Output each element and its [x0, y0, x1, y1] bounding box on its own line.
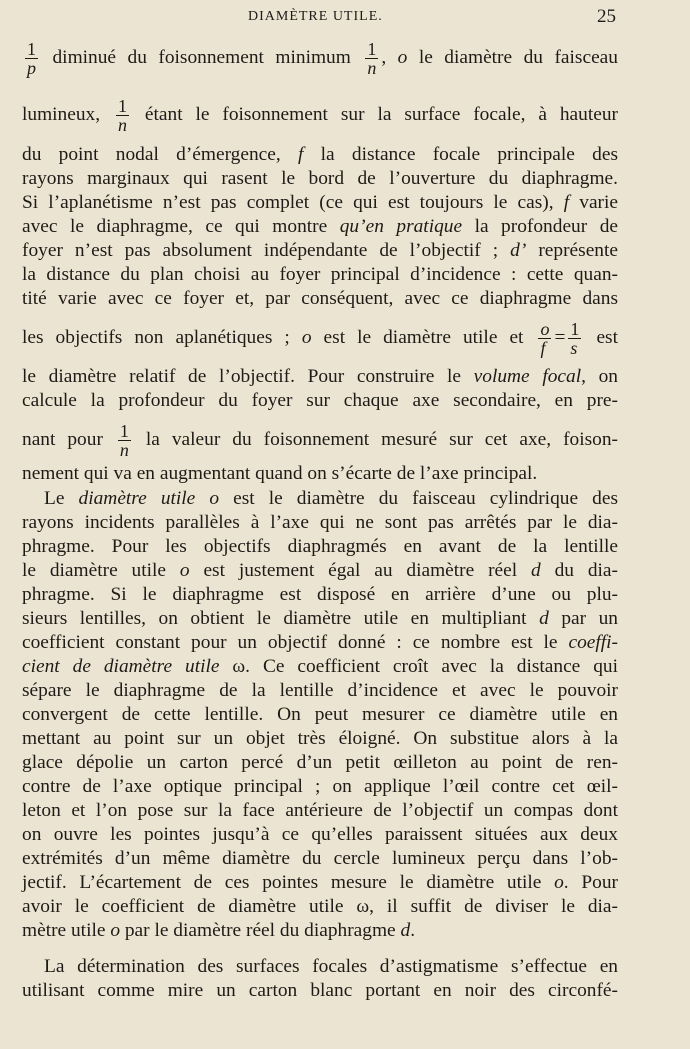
text-line-22: cient de diamètre utile ω. Ce coefficient croît avec la distance qui — [22, 656, 618, 677]
text-line-5: Si l’aplanétisme n’est pas complet (ce qui est toujours le cas), f varie — [22, 192, 618, 213]
text-line-7: foyer n’est pas absolument indépendante de l’objectif ; d’ représente — [22, 240, 618, 261]
text-line-12: calcule la profondeur du foyer sur chaque axe secondaire, en pre- — [22, 390, 618, 411]
text-line-27: contre de l’axe optique principal ; on applique l’œil contre cet œil- — [22, 776, 618, 797]
text-line-13: nant pour $\frac{1}{n}$ la valeur du foisonnement mesuré sur cet axe, foison- — [22, 421, 618, 461]
page-header — [0, 6, 690, 28]
fraction-1-over-n: $\frac{1}{n}$ — [119, 421, 129, 461]
text-line-30: extrémités d’un même diamètre du cercle lumineux perçu dans l’ob- — [22, 848, 618, 869]
text-line-32: avoir le coefficient de diamètre utile ω, il suffit de diviser le dia- — [22, 896, 618, 917]
text-line-21: coefficient constant pour un objectif donné : ce nombre est le coeffi- — [22, 632, 618, 653]
text-line-1: $\frac{1}{p}$ diminué du foisonnement minimum $\frac{1}{n}$ , o le diamètre du faisceau — [27, 39, 618, 79]
text-line-3: du point nodal d’émergence, f la distance focale principale des — [22, 144, 618, 165]
fraction-1-over-n: $\frac{1}{n}$ — [367, 39, 377, 79]
text-line-25: mettant au point sur un objet très éloigné. On substitue alors à la — [22, 728, 618, 749]
fraction-1-over-n: $\frac{1}{n}$ — [118, 96, 127, 136]
text-line-8: la distance du plan choisi au foyer principal d’incidence : cette quan- — [22, 264, 618, 285]
text-line-9: tité varie avec ce foyer et, par conséquent, avec ce diaphragme dans — [22, 288, 618, 309]
text-line-29: on ouvre les pointes jusqu’à ce qu’elles paraissent situées aux deux — [22, 824, 618, 845]
text-line-18: le diamètre utile o est justement égal au diamètre réel d du dia- — [22, 560, 618, 581]
text-line-14: nement qui va en augmentant quand on s’écarte de l’axe principal. — [22, 463, 538, 484]
text-line-34: La détermination des surfaces focales d’astigmatisme s’effectue en — [44, 956, 618, 977]
text-line-28: leton et l’on pose sur la face antérieure de l’objectif un compas dont — [22, 800, 618, 821]
running-title: DIAMÈTRE UTILE. — [248, 9, 383, 24]
equals-sign: = — [554, 327, 566, 348]
page-number: 25 — [597, 6, 616, 27]
fraction-1-over-p: $\frac{1}{p}$ — [27, 39, 36, 79]
text-line-19: phragme. Si le diaphragme est disposé en arrière d’une ou plu- — [22, 584, 618, 605]
text-line-17: phragme. Pour les objectifs diaphragmés en avant de la lentille — [22, 536, 618, 557]
fraction-1-over-s: $\frac{1}{s}$ — [570, 319, 580, 359]
text-line-6: avec le diaphragme, ce qui montre qu’en pratique la profondeur de — [22, 216, 618, 237]
text-line-31: jectif. L’écartement de ces pointes mesure le diamètre utile o. Pour — [22, 872, 618, 893]
text-line-35: utilisant comme mire un carton blanc portant en noir des circonfé- — [22, 980, 618, 1001]
fraction-o-over-f: $\frac{o}{f}$ — [540, 319, 550, 359]
text-line-10: les objectifs non aplanétiques ; o est le diamètre utile et $\frac{o}{f}$ = $\frac{1}{s}$ est — [22, 319, 618, 359]
text-line-2: lumineux, $\frac{1}{n}$ étant le foisonnement sur la surface focale, à hauteur — [22, 96, 618, 136]
text-line-23: sépare le diaphragme de la lentille d’incidence et avec le pouvoir — [22, 680, 618, 701]
text-line-26: glace dépolie un carton percé d’un petit œilleton au point de ren- — [22, 752, 618, 773]
text-line-24: convergent de cette lentille. On peut mesurer ce diamètre utile en — [22, 704, 618, 725]
text-line-11: le diamètre relatif de l’objectif. Pour construire le volume focal, on — [22, 366, 618, 387]
text-line-4: rayons marginaux qui rasent le bord de l’ouverture du diaphragme. — [22, 168, 618, 189]
text-line-20: sieurs lentilles, on obtient le diamètre utile en multipliant d par un — [22, 608, 618, 629]
text-line-15: Le diamètre utile o est le diamètre du faisceau cylindrique des — [44, 488, 618, 509]
text-line-16: rayons incidents parallèles à l’axe qui ne sont pas arrêtés par le dia- — [22, 512, 618, 533]
text-line-33: mètre utile o par le diamètre réel du diaphragme d. — [22, 920, 416, 941]
